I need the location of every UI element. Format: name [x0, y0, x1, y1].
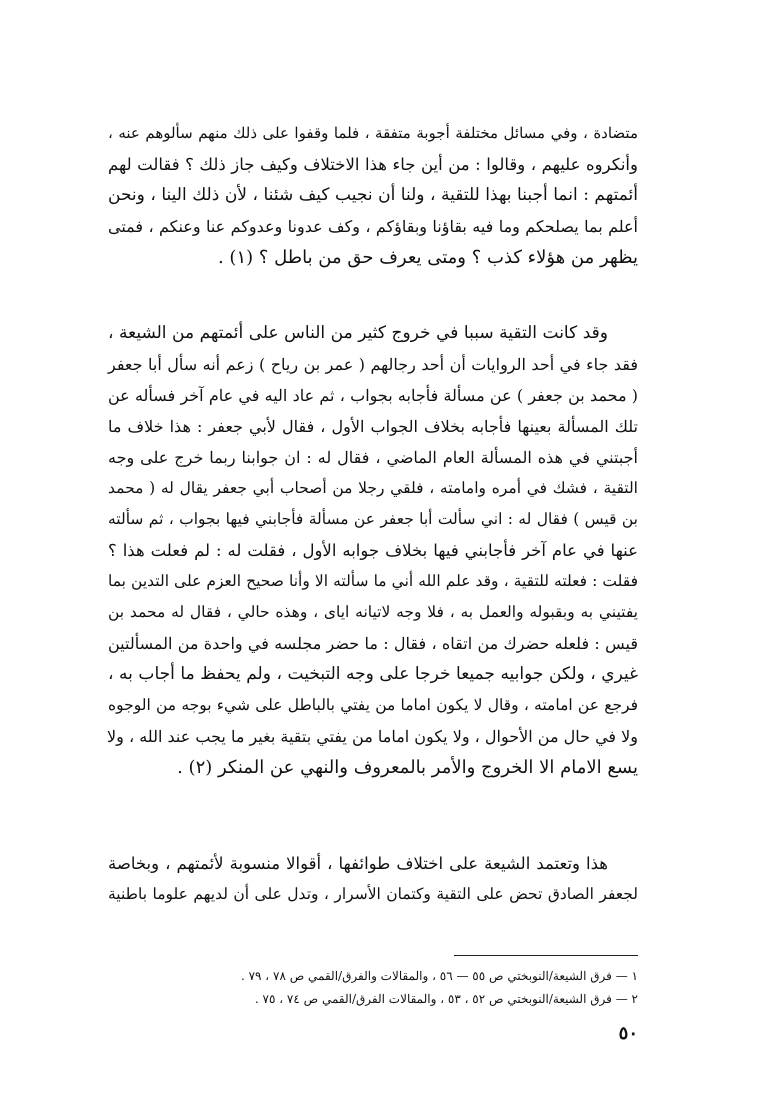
text-line: قيس : فلعله حضرك من اتقاه ، فقال : ما حضر مجلسه في واحدة من المسألتين — [108, 634, 639, 653]
text-line: متضادة ، وفي مسائل مختلفة أجوبة متفقة ، فلما وقفوا على ذلك منهم سألوهم عنه ، — [108, 124, 638, 142]
text-line: وقد كانت التقية سببا في خروج كثير من الناس على أئمتهم من الشيعة ، — [108, 323, 608, 343]
page-number: ٥٠ — [618, 1023, 638, 1044]
text-line: بن قيس ) فقال له : اني سألت أبا جعفر عن مسألة فأجابني فيها بجواب ، ثم سألته — [108, 510, 638, 528]
text-line: فرجع عن امامته ، وقال لا يكون اماما من يفتي بالباطل على شيء بوجه من الوجوه — [108, 696, 638, 714]
text-line: غيري ، ولكن جوابيه جميعا خرجا على وجه التبخيت ، ولم يحفظ ما أجاب به ، — [108, 664, 638, 684]
footnote-divider — [454, 955, 638, 956]
text-line: يفتيني به وبقبوله والعمل به ، فلا وجه لاتيانه اياى ، وهذه حالي ، فقال له محمد بن — [108, 603, 638, 621]
text-line: ولا في حال من الأحوال ، ولا يكون اماما من يفتي بتقية بغير ما يجب عند الله ، ولا — [107, 727, 638, 746]
footnote-2: ٢ — فرق الشيعة/النوبختي ص ٥٢ ، ٥٣ ، والمقالات الفرق/القمي ص ٧٤ ، ٧٥ . — [254, 992, 638, 1006]
paragraph-2 — [108, 318, 638, 783]
text-line: لجعفر الصادق تحض على التقية وكتمان الأسرار ، وتدل على أن لديهم علوما باطنية — [108, 885, 638, 903]
text-line: ( محمد بن جعفر ) عن مسألة فأجابه بجواب ، ثم عاد اليه في عام آخر فسأله عن — [108, 386, 638, 405]
text-line: فقد جاء في أحد الروايات أن أحد رجالهم ( عمر بن رياح ) زعم أنه سأل أبا جعفر — [108, 355, 639, 374]
footnote-1: ١ — فرق الشيعة/النوبختي ص ٥٥ — ٥٦ ، والمقالات والفرق/القمي ص ٧٨ ، ٧٩ . — [240, 969, 638, 983]
text-line: أجبتني في هذه المسألة العام الماضي ، فقال له : ان جوابنا ربما خرج على وجه — [108, 448, 638, 467]
footnotes — [108, 965, 638, 1011]
text-line: فقلت : فعلته للتقية ، وقد علم الله أني ما سألته الا وأنا صحيح العزم على التدين بما — [108, 572, 638, 590]
text-line: التقية ، فشك في أمره وامامته ، فلقي رجلا من أصحاب أبي جعفر يقال له ( محمد — [108, 479, 638, 497]
text-line: تلك المسألة بعينها فأجابه بخلاف الجواب الأول ، فقال لأبي جعفر : هذا خلاف ما — [108, 417, 638, 436]
text-line: هذا وتعتمد الشيعة على اختلاف طوائفها ، أقوالا منسوبة لأئمتهم ، وبخاصة — [108, 854, 608, 873]
text-line: وأنكروه عليهم ، وقالوا : من أين جاء هذا الاختلاف وكيف جاز ذلك ؟ فقالت لهم — [108, 155, 638, 174]
text-line: أئمتهم : انما أجبنا بهذا للتقية ، ولنا أن نجيب كيف شئنا ، لأن ذلك الينا ، ونحن — [108, 185, 638, 205]
paragraph-1 — [108, 118, 638, 273]
text-line: يظهر من هؤلاء كذب ؟ ومتى يعرف حق من باطل ؟ (١) . — [217, 247, 638, 268]
text-line: يسع الامام الا الخروج والأمر بالمعروف والنهي عن المنكر (٢) . — [177, 757, 638, 778]
text-line: عنها في عام آخر فأجابني فيها بخلاف جوابه الأول ، فقلت له : لم فعلت هذا ؟ — [108, 541, 638, 560]
paragraph-3 — [108, 848, 638, 910]
text-line: أعلم بما يصلحكم وما فيه بقاؤنا وبقاؤكم ، وكف عدونا وعدوكم عنا وعنكم ، فمتى — [108, 217, 639, 236]
